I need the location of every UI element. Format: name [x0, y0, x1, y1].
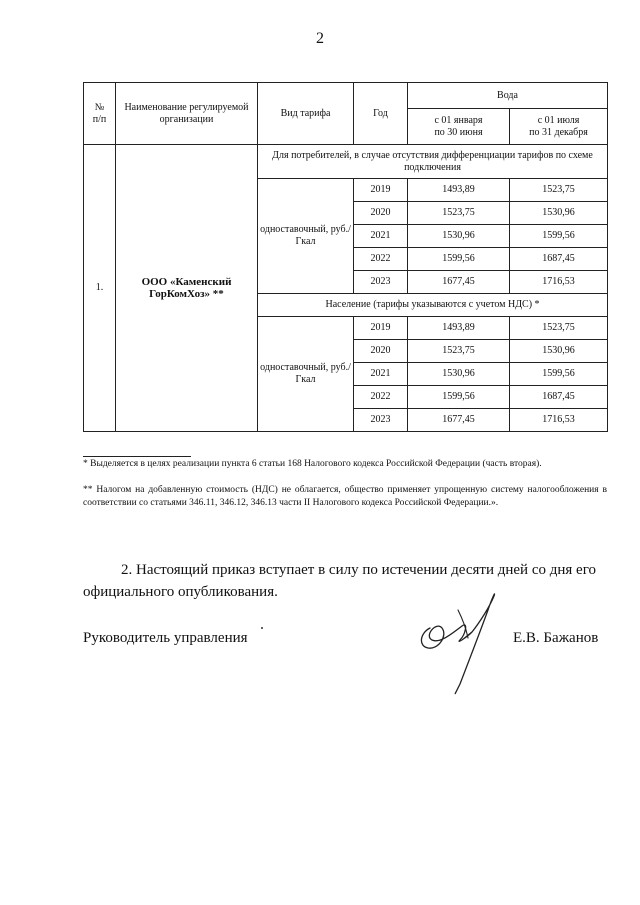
year-cell: 2019 [354, 317, 408, 340]
signatory-role: Руководитель управления [83, 630, 248, 646]
tariff-table [83, 82, 608, 432]
signatory-name: Е.В. Бажанов [513, 630, 599, 646]
row-number: 1. [84, 145, 116, 432]
year-cell: 2021 [354, 363, 408, 386]
section-title: Население (тарифы указываются с учетом НДС) * [258, 294, 608, 317]
period2-value: 1599,56 [510, 363, 608, 386]
period2-value: 1716,53 [510, 409, 608, 432]
period2-value: 1716,53 [510, 271, 608, 294]
period1-value: 1599,56 [408, 248, 510, 271]
period1-value: 1599,56 [408, 386, 510, 409]
header-tariff-type: Вид тарифа [258, 83, 354, 145]
page-number: 2 [316, 30, 324, 47]
year-cell: 2023 [354, 409, 408, 432]
period2-value: 1523,75 [510, 317, 608, 340]
period1-value: 1493,89 [408, 179, 510, 202]
header-period1: с 01 января по 30 июня [408, 109, 510, 145]
year-cell: 2022 [354, 248, 408, 271]
period2-value: 1687,45 [510, 248, 608, 271]
period1-value: 1530,96 [408, 225, 510, 248]
tariff-type: одноставочный, руб./Гкал [258, 317, 354, 432]
period1-value: 1677,45 [408, 271, 510, 294]
year-cell: 2021 [354, 225, 408, 248]
header-water: Вода [408, 83, 608, 109]
footnote-2: ** Налогом на добавленную стоимость (НДС) не облагается, общество применяет упрощенную систему налогообложения в соответствии со статьями 346.11, 346.12, 346.13 части II Налогового кодекса Российской Федерации.». [83, 485, 607, 508]
period2-value: 1530,96 [510, 202, 608, 225]
year-cell: 2020 [354, 202, 408, 225]
ink-dot [261, 627, 263, 629]
year-cell: 2022 [354, 386, 408, 409]
period1-value: 1523,75 [408, 340, 510, 363]
period2-value: 1687,45 [510, 386, 608, 409]
footnote-separator [83, 456, 191, 457]
period1-value: 1523,75 [408, 202, 510, 225]
header-num: № п/п [84, 83, 116, 145]
tariff-type: одноставочный, руб./Гкал [258, 179, 354, 294]
period1-value: 1677,45 [408, 409, 510, 432]
header-year: Год [354, 83, 408, 145]
period1-value: 1493,89 [408, 317, 510, 340]
period1-value: 1530,96 [408, 363, 510, 386]
year-cell: 2019 [354, 179, 408, 202]
paragraph-2: 2. Настоящий приказ вступает в силу по истечении десяти дней со дня его официального опубликования. [83, 562, 596, 600]
year-cell: 2023 [354, 271, 408, 294]
header-period2: с 01 июля по 31 декабря [510, 109, 608, 145]
footnote-1: * Выделяется в целях реализации пункта 6 статьи 168 Налогового кодекса Российской Федерации (часть вторая). [83, 459, 542, 469]
period2-value: 1530,96 [510, 340, 608, 363]
period2-value: 1599,56 [510, 225, 608, 248]
year-cell: 2020 [354, 340, 408, 363]
organization-name: ООО «Каменский ГорКомХоз» ** [116, 145, 258, 432]
section-title: Для потребителей, в случае отсутствия дифференциации тарифов по схеме подключения [258, 145, 608, 179]
handwritten-signature [410, 588, 500, 698]
period2-value: 1523,75 [510, 179, 608, 202]
header-org: Наименование регулируемой организации [116, 83, 258, 145]
